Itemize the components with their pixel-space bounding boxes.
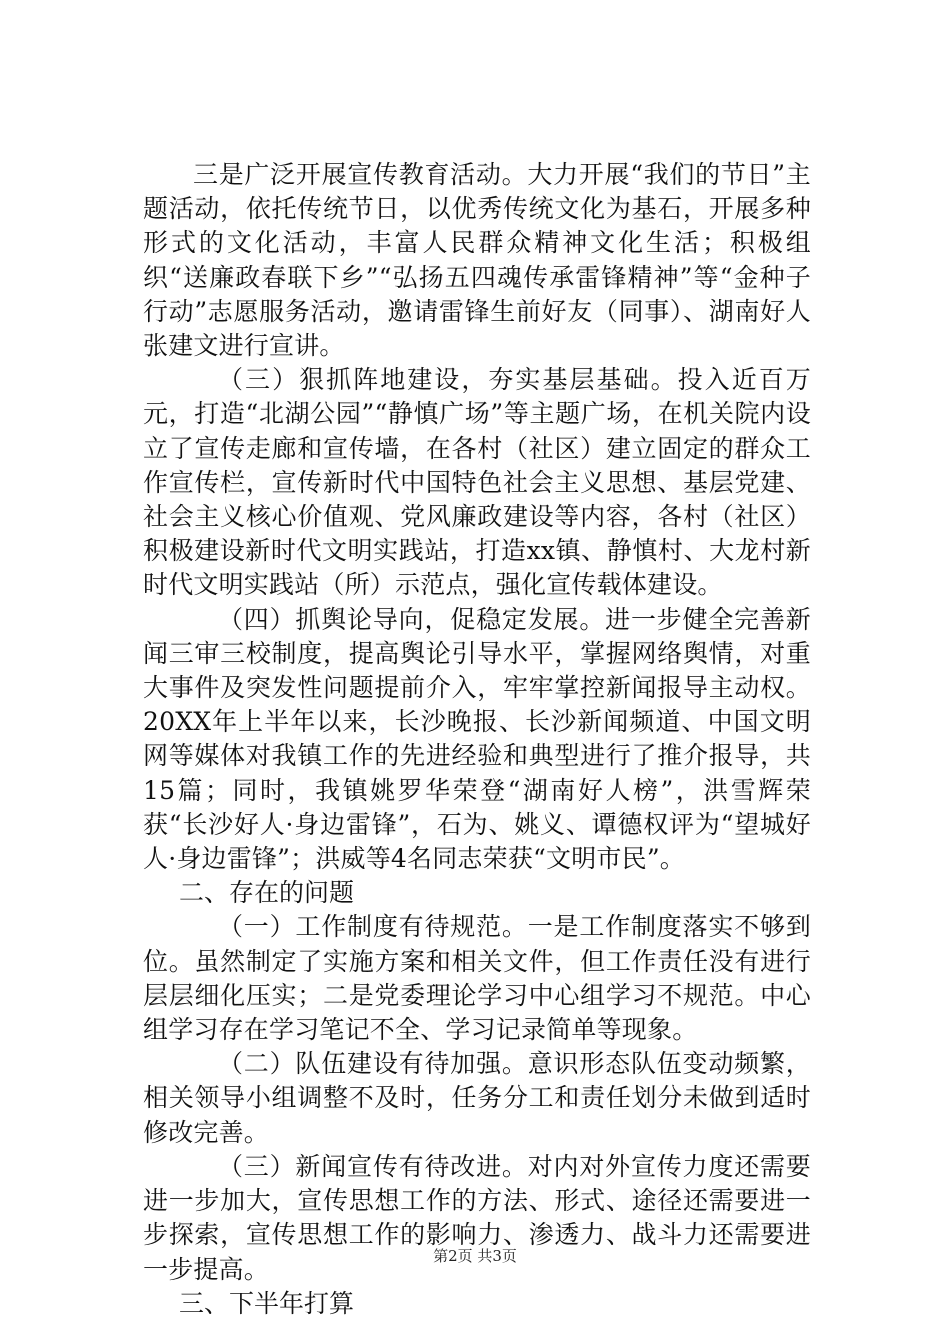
section-heading-second-half-plan: 三、下半年打算 xyxy=(179,1288,355,1318)
paragraph-position-building: （三）狠抓阵地建设，夯实基层基础。投入近百万元，打造“北湖公园”“静慎广场”等主题广场，在机关院内设立了宣传走廊和宣传墙，在各村（社区）建立固定的群众工作宣传栏，宣传新时代中国特色社会主义思想、基层党建、社会主义核心价值观、党风廉政建设等内容，各村（社区）积极建设新时代文明实践站，打造xx镇、静慎村、大龙村新时代文明实践站（所）示范点，强化宣传载体建设。 xyxy=(143,365,811,600)
paragraph-publicity-activities: 三是广泛开展宣传教育活动。大力开展“我们的节日”主题活动，依托传统节日，以优秀传统文化为基石，开展多种形式的文化活动，丰富人民群众精神文化生活；积极组织“送廉政春联下乡”“弘扬五四魂传承雷锋精神”等“金种子行动”志愿服务活动，邀请雷锋生前好友（同事）、湖南好人张建文进行宣讲。 xyxy=(143,160,811,361)
document-body xyxy=(143,158,811,1321)
page-footer: 第2页 共3页 xyxy=(433,1247,517,1265)
paragraph-public-opinion: （四）抓舆论导向，促稳定发展。进一步健全完善新闻三审三校制度，提高舆论引导水平，掌握网络舆情，对重大事件及突发性问题提前介入，牢牢掌控新闻报导主动权。20XX年上半年以来，长沙晚报、长沙新闻频道、中国文明网等媒体对我镇工作的先进经验和典型进行了推介报导，共15篇；同时，我镇姚罗华荣登“湖南好人榜”，洪雪辉荣获“长沙好人·身边雷锋”，石为、姚义、谭德权评为“望城好人·身边雷锋”；洪威等4名同志荣获“文明市民”。 xyxy=(143,604,811,874)
paragraph-team-building: （二）队伍建设有待加强。意识形态队伍变动频繁，相关领导小组调整不及时，任务分工和责任划分未做到适时修改完善。 xyxy=(143,1049,811,1147)
section-heading-existing-problems: 二、存在的问题 xyxy=(179,878,355,908)
paragraph-news-publicity: （三）新闻宣传有待改进。对内对外宣传力度还需要进一步加大，宣传思想工作的方法、形式、途径还需要进一步探索，宣传思想工作的影响力、渗透力、战斗力还需要进一步提高。 xyxy=(143,1151,811,1284)
paragraph-work-system: （一）工作制度有待规范。一是工作制度落实不够到位。虽然制定了实施方案和相关文件，但工作责任没有进行层层细化压实；二是党委理论学习中心组学习不规范。中心组学习存在学习笔记不全、学习记录简单等现象。 xyxy=(143,912,811,1045)
